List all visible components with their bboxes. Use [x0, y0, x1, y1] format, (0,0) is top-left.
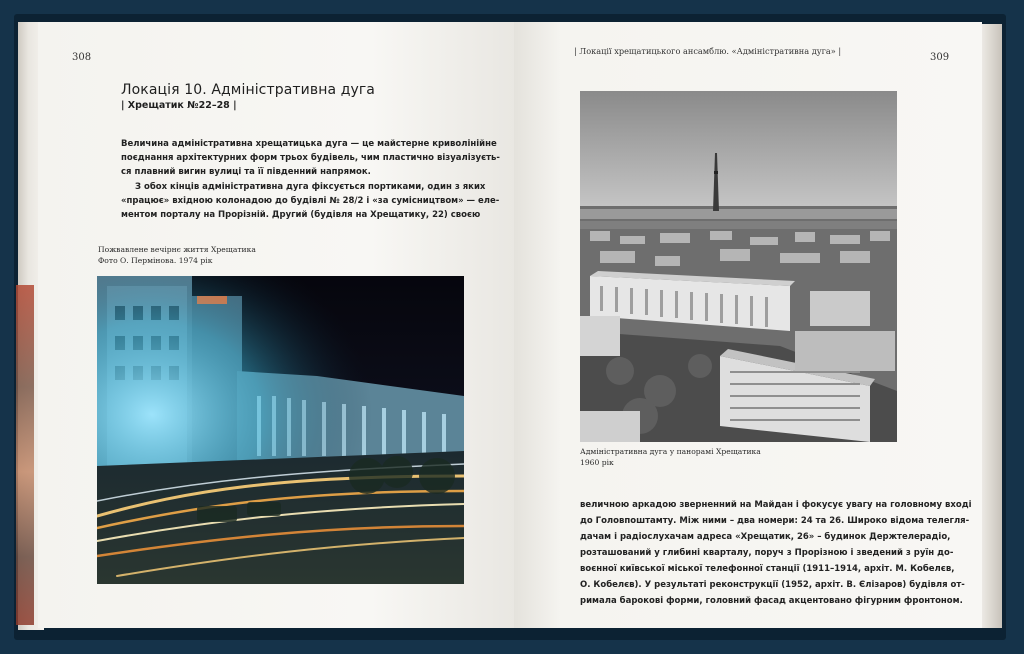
text-line: воєнної київської міської телефонної станції (1911–1914, архіт. М. Кобелєв,: [580, 564, 955, 574]
running-head: | Локації хрещатицького ансамблю. «Адміністративна дуга» |: [574, 46, 842, 56]
text-line: ся плавний вигин вулиці та її південний напрямок.: [121, 167, 371, 178]
night-street-photo: [97, 276, 464, 584]
right-page-number: 309: [930, 52, 950, 63]
right-body-text: [580, 497, 971, 609]
city-panorama-photo: [580, 91, 897, 442]
caption-line: 1960 рік: [580, 457, 614, 467]
caption-line: Адміністративна дуга у панорамі Хрещатика: [580, 447, 761, 456]
left-photo-caption: [98, 245, 256, 266]
caption-line: Пожвавлене вечірнє життя Хрещатика: [98, 245, 256, 254]
left-page-number: 308: [72, 52, 92, 63]
text-line: «працює» вхідною колонадою до будівлі № 28/2 і «за сумісництвом» — еле-: [121, 195, 500, 206]
night-street-illustration: [97, 276, 464, 584]
city-panorama-illustration: [580, 91, 897, 442]
text-line: ментом порталу на Прорізній. Другий (будівля на Хрещатику, 22) своєю: [121, 210, 481, 221]
right-photo-caption: [580, 447, 761, 468]
text-line: поєднання архітектурних форм трьох будівель, чим пластично візуалізуєть-: [121, 153, 500, 164]
left-body-text: [121, 137, 500, 222]
text-line: дачам і радіослухачам адреса «Хрещатик, 26» – будинок Держтелерадіо,: [580, 532, 951, 542]
cover-sliver: [16, 285, 34, 625]
text-line: розташований у глибині кварталу, поруч з Прорізною і зведений з руїн до-: [580, 548, 954, 558]
text-line: Величина адміністративна хрещатицька дуга — це майстерне криволінійне: [121, 139, 497, 149]
text-line: римала барокові форми, головний фасад акцентовано фігурним фронтоном.: [580, 596, 963, 606]
section-subtitle: | Хрещатик №22–28 |: [121, 100, 237, 111]
text-line: З обох кінців адміністративна дуга фіксується портиками, один з яких: [135, 181, 486, 192]
caption-line: Фото О. Пермінова. 1974 рік: [98, 255, 213, 265]
text-line: О. Кобелєв). У результаті реконструкції (1952, архіт. В. Єлізаров) будівля от-: [580, 580, 965, 590]
text-line: до Головпоштамту. Між ними – два номери: 24 та 26. Широко відома телегля-: [580, 516, 970, 526]
section-title: Локація 10. Адміністративна дуга: [121, 82, 375, 98]
text-line: величною аркадою зверненний на Майдан і фокусує увагу на головному вході: [580, 500, 972, 510]
